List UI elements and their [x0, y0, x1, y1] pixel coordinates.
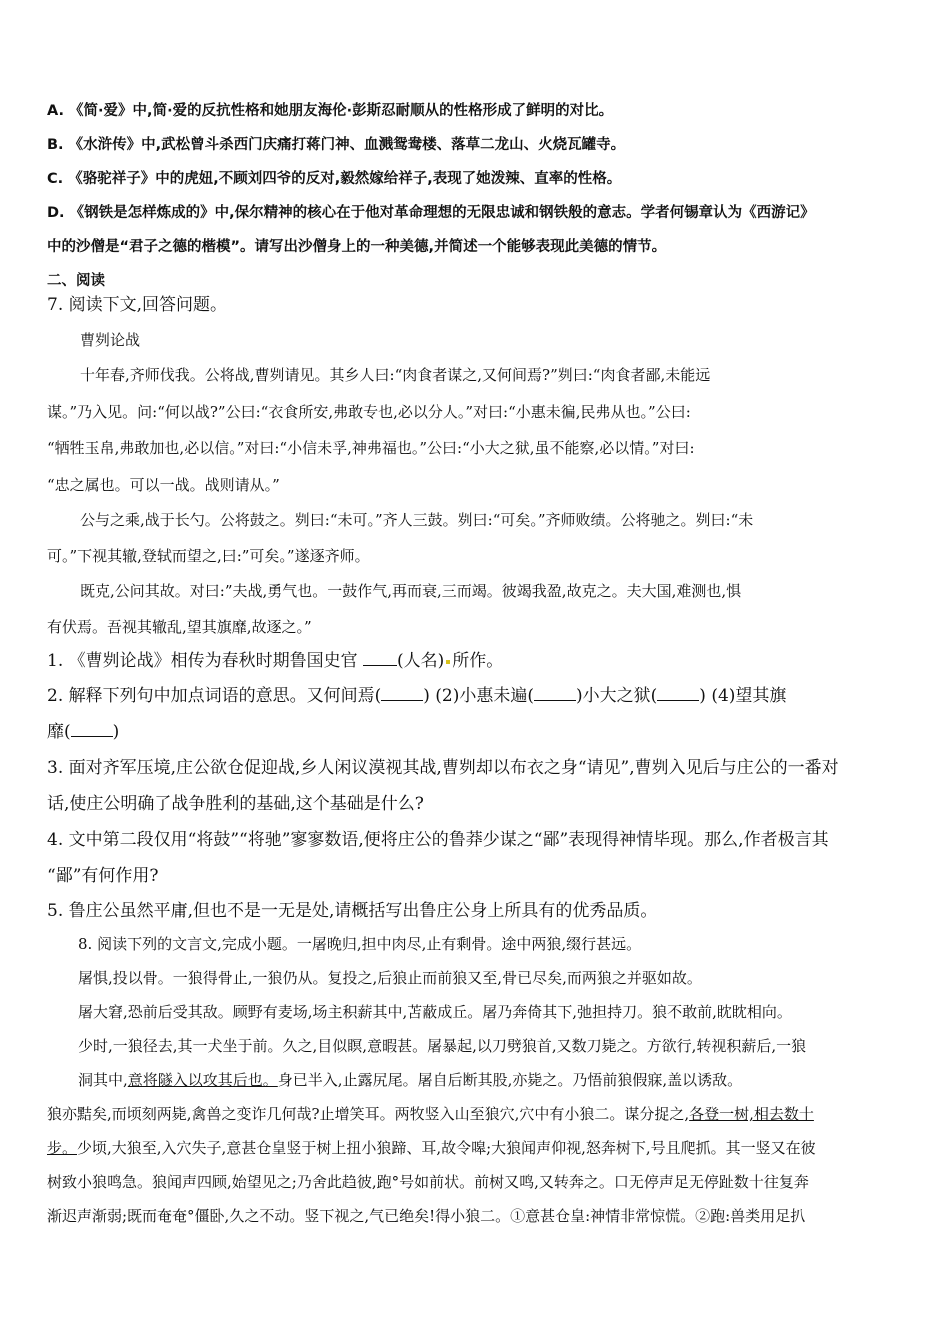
- option-c: C. 《骆驼祥子》中的虎妞,不顾刘四爷的反对,毅然嫁给祥子,表现了她泼辣、直率的性格。: [47, 171, 622, 187]
- passage-line: “忠之属也。可以一战。战则请从。”: [47, 476, 280, 494]
- q8-line: 树致小狼鸣急。狼闻声四顾,始望见之;乃舍此趋彼,跑°号如前状。前树又鸣,又转奔之。口无停声足无停趾数十往复奔: [47, 1173, 809, 1191]
- passage-line: 既克,公问其故。对曰:”夫战,勇气也。一鼓作气,再而衰,三而竭。彼竭我盈,故克之。夫大国,难测也,惧: [80, 582, 742, 600]
- q7-question-1: 1. 《曹刿论战》相传为春秋时期鲁国史官 (人名) 所作。: [47, 651, 504, 671]
- passage-line: 十年春,齐师伐我。公将战,曹刿请见。其乡人曰:“肉食者谋之,又何间焉?”刿曰:“肉食者鄙,未能远: [80, 366, 711, 384]
- q8-line: 8. 阅读下列的文言文,完成小题。一屠晚归,担中肉尽,止有剩骨。途中两狼,缀行甚远。: [78, 935, 642, 953]
- q7-question-2: 2. 解释下列句中加点词语的意思。又何间焉( ) (2)小惠未遍( )小大之狱( ) (4)望其旗: [47, 686, 787, 706]
- underlined-text: 意将隧入以攻其后也。: [127, 1071, 278, 1089]
- answer-blank[interactable]: [71, 736, 113, 737]
- sha-seng-question: 中的沙僧是“君子之德的楷模”。请写出沙僧身上的一种美德,并简述一个能够表现此美德的情节。: [47, 239, 667, 255]
- option-d: D. 《钢铁是怎样炼成的》中,保尔精神的核心在于他对革命理想的无限忠诚和钢铁般的意志。学者何锡章认为《西游记》: [47, 205, 815, 221]
- section-title: 二、阅读: [47, 273, 105, 289]
- underlined-text: 各登一树,相去数十: [689, 1105, 814, 1123]
- option-b: B. 《水浒传》中,武松曾斗杀西门庆痛打蒋门神、血溅鸳鸯楼、落草二龙山、火烧瓦罐寺。: [47, 137, 626, 153]
- passage-line: 可。”下视其辙,登轼而望之,曰:”可矣。”遂逐齐师。: [47, 547, 370, 565]
- q7-question-3-cont: 话,使庄公明确了战争胜利的基础,这个基础是什么?: [47, 794, 424, 814]
- answer-blank[interactable]: [363, 665, 397, 666]
- q7-prompt: 7. 阅读下文,回答问题。: [47, 295, 228, 315]
- q8-line: 少时,一狼径去,其一犬坐于前。久之,目似瞑,意暇甚。屠暴起,以刀劈狼首,又数刀毙之。方欲行,转视积薪后,一狼: [78, 1037, 807, 1055]
- q8-line: 屠大窘,恐前后受其敌。顾野有麦场,场主积薪其中,苫蔽成丘。屠乃奔倚其下,弛担持刀。狼不敢前,眈眈相向。: [78, 1003, 792, 1021]
- q8-line: 步。少顷,大狼至,入穴失子,意甚仓皇竖于树上扭小狼蹄、耳,故令嗥;大狼闻声仰视,怒奔树下,号且爬抓。其一竖又在彼: [47, 1139, 816, 1157]
- q7-question-5: 5. 鲁庄公虽然平庸,但也不是一无是处,请概括写出鲁庄公身上所具有的优秀品质。: [47, 901, 658, 921]
- q7-question-2-cont: 靡( ): [47, 722, 120, 742]
- option-a: A. 《简·爱》中,简·爱的反抗性格和她朋友海伦·彭斯忍耐顺从的性格形成了鲜明的对比。: [47, 103, 614, 119]
- passage-line: 有伏焉。吾视其辙乱,望其旗靡,故逐之。”: [47, 618, 312, 636]
- margin-mark: [446, 660, 450, 664]
- answer-blank[interactable]: [381, 700, 423, 701]
- passage-line: 公与之乘,战于长勺。公将鼓之。刿曰:“未可。”齐人三鼓。刿曰:“可矣。”齐师败绩。公将驰之。刿曰:“未: [80, 511, 754, 529]
- q7-question-4: 4. 文中第二段仅用“将鼓”“将驰”寥寥数语,便将庄公的鲁莽少谋之“鄙”表现得神情毕现。那么,作者极言其: [47, 830, 829, 850]
- underlined-text: 步。: [47, 1139, 78, 1157]
- q8-line: 渐迟声渐弱;既而奄奄°僵卧,久之不动。竖下视之,气已绝矣!得小狼二。①意甚仓皇:神情非常惊慌。②跑:兽类用足扒: [47, 1207, 806, 1225]
- passage-line: 谋。”乃入见。问:“何以战?”公曰:“衣食所安,弗敢专也,必以分人。”对曰:“小惠未徧,民弗从也。”公曰:: [47, 403, 691, 421]
- passage-line: “牺牲玉帛,弗敢加也,必以信。”对曰:“小信未孚,神弗福也。”公曰:“小大之狱,虽不能察,必以情。”对曰:: [47, 439, 695, 457]
- answer-blank[interactable]: [534, 700, 576, 701]
- q7-question-3: 3. 面对齐军压境,庄公欲仓促迎战,乡人闲议漠视其战,曹刿却以布衣之身“请见”,曹刿入见后与庄公的一番对: [47, 758, 839, 778]
- q7-question-4-cont: “鄙”有何作用?: [47, 866, 159, 886]
- q8-line: 屠惧,投以骨。一狼得骨止,一狼仍从。复投之,后狼止而前狼又至,骨已尽矣,而两狼之并驱如故。: [78, 969, 702, 987]
- passage-title: 曹刿论战: [80, 331, 141, 349]
- answer-blank[interactable]: [657, 700, 699, 701]
- q8-line: 洞其中,意将隧入以攻其后也。身已半入,止露尻尾。屠自后断其股,亦毙之。乃悟前狼假寐,盖以诱敌。: [78, 1071, 743, 1089]
- q8-line: 狼亦黠矣,而顷刻两毙,禽兽之变诈几何哉?止增笑耳。两牧竖入山至狼穴,穴中有小狼二。谋分捉之,各登一树,相去数十: [47, 1105, 814, 1123]
